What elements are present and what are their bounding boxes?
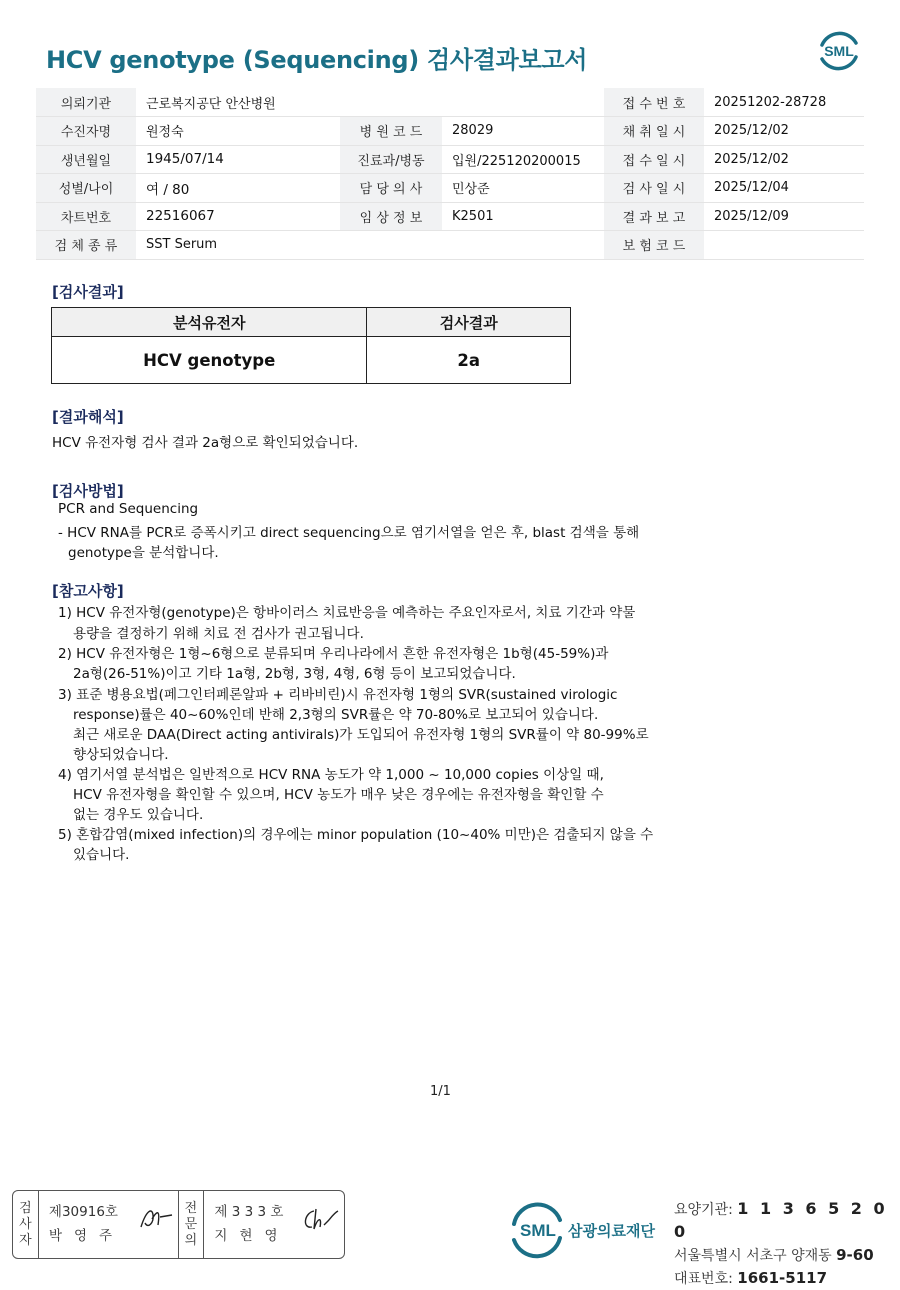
value-collection-date: 2025/12/02 <box>704 117 864 146</box>
svg-text:SML: SML <box>824 43 854 59</box>
specialist-signature-icon <box>300 1205 340 1235</box>
result-gene: HCV genotype <box>52 337 367 384</box>
value-hospital-code: 28029 <box>442 117 604 146</box>
method-heading: [검사방법] <box>52 482 124 500</box>
info-row <box>36 145 864 174</box>
interpretation-text: HCV 유전자형 검사 결과 2a형으로 확인되었습니다. <box>52 435 359 451</box>
value-requesting-institution: 근로복지공단 안산병원 <box>136 88 604 117</box>
value-receipt-number: 20251202-28728 <box>704 88 864 117</box>
value-sex-age: 여 / 80 <box>136 174 340 203</box>
notes-line: 없는 경우도 있습니다. <box>73 807 204 823</box>
notes-line: 3) 표준 병용요법(페그인터페론알파 + 리바비린)시 유전자형 1형의 SVR(sustained virologic <box>58 687 618 703</box>
label-collection-date: 채 취 일 시 <box>604 117 704 146</box>
label-specimen-type: 검 체 종 류 <box>36 231 136 260</box>
specialist-block <box>204 1191 344 1258</box>
notes-line: 2) HCV 유전자형은 1형~6형으로 분류되며 우리나라에서 흔한 유전자형은 1b형(45-59%)과 <box>58 646 609 662</box>
report-title: HCV genotype (Sequencing) 검사결과보고서 <box>46 46 588 74</box>
notes-line: 향상되었습니다. <box>73 747 169 763</box>
samkwang-logo-icon <box>510 1200 660 1258</box>
result-col-result: 검사결과 <box>367 308 571 337</box>
label-patient-name: 수진자명 <box>36 117 136 146</box>
examiner-block <box>39 1191 179 1258</box>
method-line: - HCV RNA를 PCR로 증폭시키고 direct sequencing으로 염기서열을 얻은 후, blast 검색을 통해 <box>58 525 640 541</box>
value-test-date: 2025/12/04 <box>704 174 864 203</box>
result-table <box>51 307 571 384</box>
page-number: 1/1 <box>430 1084 451 1099</box>
institution-code: 요양기관: 1 1 3 6 5 2 0 0 <box>674 1199 888 1241</box>
notes-line: 4) 염기서열 분석법은 일반적으로 HCV RNA 농도가 약 1,000 ~ 10,000 copies 이상일 때, <box>58 767 604 783</box>
svg-text:SML: SML <box>520 1221 556 1240</box>
svg-text:삼광의료재단: 삼광의료재단 <box>568 1222 655 1240</box>
label-sex-age: 성별/나이 <box>36 174 136 203</box>
value-patient-name: 원정숙 <box>136 117 340 146</box>
label-receipt-number: 접 수 번 호 <box>604 88 704 117</box>
value-receipt-date: 2025/12/02 <box>704 145 864 174</box>
institution-address: 서울특별시 서초구 양재동 9-60 <box>674 1246 874 1264</box>
info-row <box>36 117 864 146</box>
info-row <box>36 174 864 203</box>
result-value: 2a <box>367 337 571 384</box>
notes-heading: [참고사항] <box>52 582 124 600</box>
specialist-license-no: 제 3 3 3 호 <box>214 1204 284 1220</box>
result-heading: [검사결과] <box>52 283 124 301</box>
value-specimen-type: SST Serum <box>136 231 604 260</box>
specialist-label: 전 문 의 <box>179 1191 205 1258</box>
label-birth-date: 생년월일 <box>36 145 136 174</box>
sml-logo-icon <box>816 28 862 74</box>
examiner-license-no: 제30916호 <box>48 1204 118 1220</box>
notes-line: 최근 새로운 DAA(Direct acting antivirals)가 도입되어 유전자형 1형의 SVR률이 약 80-99%로 <box>73 727 649 743</box>
info-row <box>36 88 864 117</box>
value-insurance-code <box>704 231 864 260</box>
label-receipt-date: 접 수 일 시 <box>604 145 704 174</box>
label-report-date: 결 과 보 고 <box>604 202 704 231</box>
notes-line: 용량을 결정하기 위해 치료 전 검사가 권고됩니다. <box>73 626 364 642</box>
value-chart-number: 22516067 <box>136 202 340 231</box>
label-physician: 담 당 의 사 <box>340 174 442 203</box>
notes-line: 1) HCV 유전자형(genotype)은 항바이러스 치료반응을 예측하는 주요인자로서, 치료 기간과 약물 <box>58 605 636 621</box>
label-requesting-institution: 의뢰기관 <box>36 88 136 117</box>
value-department-ward: 입원/225120200015 <box>442 145 604 174</box>
label-clinical-info: 임 상 정 보 <box>340 202 442 231</box>
notes-line: HCV 유전자형을 확인할 수 있으며, HCV 농도가 매우 낮은 경우에는 유전자형을 확인할 수 <box>73 787 604 803</box>
method-line: genotype을 분석합니다. <box>68 545 219 561</box>
examiner-signature-icon <box>138 1205 174 1233</box>
notes-line: 있습니다. <box>73 847 130 863</box>
method-line: PCR and Sequencing <box>58 501 199 517</box>
info-row <box>36 231 864 260</box>
result-col-gene: 분석유전자 <box>52 308 367 337</box>
specialist-name: 지현영 <box>214 1228 290 1244</box>
label-insurance-code: 보 험 코 드 <box>604 231 704 260</box>
label-hospital-code: 병 원 코 드 <box>340 117 442 146</box>
notes-line: response)률은 40~60%인데 반해 2,3형의 SVR률은 약 70-80%로 보고되어 있습니다. <box>73 707 599 723</box>
value-clinical-info: K2501 <box>442 202 604 231</box>
value-report-date: 2025/12/09 <box>704 202 864 231</box>
value-physician: 민상준 <box>442 174 604 203</box>
institution-info <box>674 1198 900 1290</box>
examiner-name: 박영주 <box>48 1228 125 1244</box>
patient-info-table <box>36 88 864 260</box>
institution-phone: 대표번호: 1661-5117 <box>674 1269 828 1287</box>
signature-box <box>12 1190 345 1259</box>
info-row <box>36 202 864 231</box>
notes-line: 2a형(26-51%)이고 기타 1a형, 2b형, 3형, 4형, 6형 등이 보고되었습니다. <box>73 666 516 682</box>
notes-line: 5) 혼합감염(mixed infection)의 경우에는 minor population (10~40% 미만)은 검출되지 않을 수 <box>58 827 654 843</box>
value-birth-date: 1945/07/14 <box>136 145 340 174</box>
examiner-label: 검 사 자 <box>13 1191 39 1258</box>
interpretation-heading: [결과해석] <box>52 408 124 426</box>
label-department-ward: 진료과/병동 <box>340 145 442 174</box>
label-chart-number: 차트번호 <box>36 202 136 231</box>
label-test-date: 검 사 일 시 <box>604 174 704 203</box>
